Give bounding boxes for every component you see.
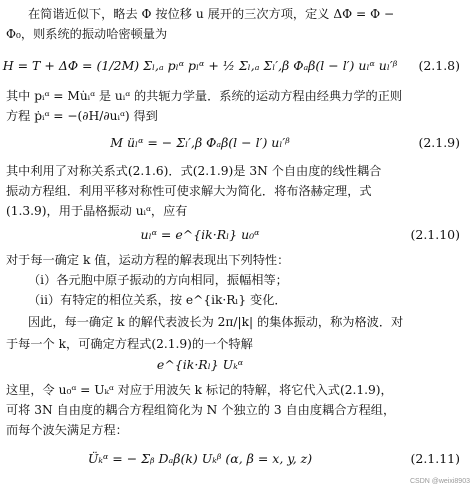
text-line-2: Φ₀，则系统的振动哈密顿量为 (6, 27, 168, 41)
equation-particular-solution (0, 356, 474, 374)
text-line-11: 因此，每一确定 k 的解代表波长为 2π/|k| 的集体振动，称为格波．对 (28, 315, 404, 329)
equation-2-1-9 (0, 128, 474, 158)
text-line-5: 其中利用了对称关系式(2.1.6)．式(2.1.9)是 3N 个自由度的线性耦合 (6, 164, 382, 178)
equation-2-1-8 (0, 52, 474, 80)
text-line-14: 可将 3N 自由度的耦合方程组简化为 N 个独立的 3 自由度耦合方程组， (6, 403, 396, 417)
text-line-9: （i）各元胞中原子振动的方向相同，振幅相等； (28, 273, 288, 287)
text-line-6: 振动方程组．利用平移对称性可使求解大为简化．将布洛赫定理，式 (6, 184, 372, 198)
equation-2-1-11 (0, 446, 474, 472)
equation-2-1-10 (0, 224, 474, 246)
equation-number: (2.1.8) (418, 58, 460, 73)
text-line-1: 在简谐近似下，略去 Φ 按位移 u 展开的三次方项，定义 ΔΦ = Φ − (28, 7, 395, 21)
text-line-12: 于每一个 k，可确定方程式(2.1.9)的一个特解 (6, 337, 253, 351)
equation-number: (2.1.11) (410, 451, 460, 466)
equation-body: e^{ik·Rₗ} Uₖᵅ (156, 357, 244, 372)
equation-body: Üₖᵅ = − Σᵦ Dₐβ(k) Uₖᵝ (α, β = x, y, z) (87, 451, 313, 466)
equation-body: M üₗᵅ = − Σₗ′,β Φₐβ(l − l′) uₗ′ᵝ (110, 135, 290, 150)
text-line-4: 方程 ṗᵢᵅ = −(∂H/∂uᵢᵅ) 得到 (6, 109, 158, 123)
equation-body: uₗᵅ = e^{ik·Rₗ} u₀ᵅ (140, 227, 260, 242)
text-line-8: 对于每一确定 k 值，运动方程的解表现出下列特性： (6, 253, 290, 267)
text-line-15: 而每个波矢满足方程： (6, 423, 128, 437)
text-line-3: 其中 pᵢᵅ = Mu̇ᵢᵅ 是 uᵢᵅ 的共轭力学量．系统的运动方程由经典力学的正则 (6, 89, 403, 103)
watermark: CSDN @weixi8903 (409, 478, 470, 485)
equation-number: (2.1.10) (410, 227, 460, 242)
text-line-10: （ii）有特定的相位关系，按 e^{ik·Rₗ} 变化． (28, 293, 287, 307)
equation-body: H = T + ΔΦ = (1/2M) Σₗ,ₐ pₗᵅ pₗᵅ + ½ Σₗ,ₐ Σₗ′,β Φₐβ(l − l′) uₗᵅ uₗ′ᵝ (2, 58, 398, 73)
equation-number: (2.1.9) (418, 135, 460, 150)
text-line-7: (1.3.9)，用于晶格振动 uᵢᵅ，应有 (6, 204, 188, 218)
text-line-13: 这里，令 u₀ᵅ = Uₖᵅ 对应于用波矢 k 标记的特解，将它代入式(2.1.9)， (6, 383, 393, 397)
